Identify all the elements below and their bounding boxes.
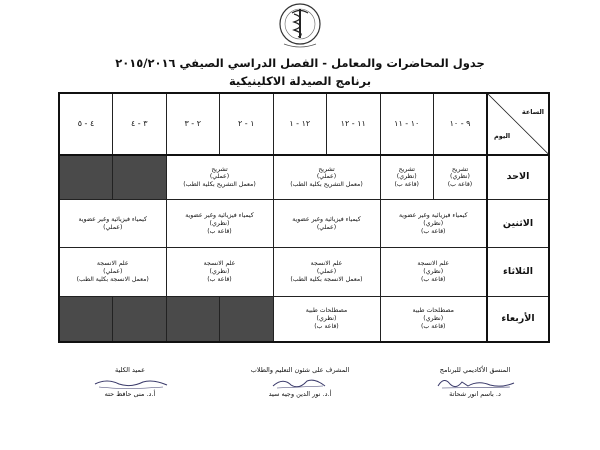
- slot-header: ١٢ - ١: [273, 93, 327, 155]
- slot-header: ١٠ - ١١: [380, 93, 434, 155]
- day-row-wednesday: [59, 296, 549, 342]
- class-cell: مصطلحات طبية (نظري) (قاعة ب): [380, 296, 487, 342]
- no-class-cell: [113, 155, 167, 200]
- slot-header: ٩ - ١٠: [434, 93, 488, 155]
- header-row: [59, 93, 549, 155]
- class-cell: كيمياء فيزيائية وغير عضوية (عملي): [273, 199, 380, 247]
- class-cell: كيمياء فيزيائية وغير عضوية (عملي): [59, 199, 166, 247]
- schedule-table: [58, 92, 550, 343]
- slot-header: ١١ - ١٢: [327, 93, 381, 155]
- handwritten-signature-icon: [85, 374, 175, 392]
- class-cell: كيمياء فيزيائية وغير عضوية (نظري) (قاعة ب): [380, 199, 487, 247]
- signature-title: عميد الكلية: [114, 366, 146, 374]
- class-cell: علم الانسجة (عملي) (معمل الانسجة بكلية الطب): [273, 248, 380, 296]
- page-title: جدول المحاضرات والمعامل - الفصل الدراسي الصيفي ٢٠١٥/٢٠١٦: [115, 56, 485, 70]
- no-class-cell: [59, 296, 113, 342]
- signature-name: د. باسم انور شحاتة: [449, 390, 501, 398]
- class-cell: علم الانسجة (عملي) (معمل الانسجة بكلية الطب): [59, 248, 166, 296]
- handwritten-signature-icon: [255, 374, 345, 392]
- no-class-cell: [220, 296, 274, 342]
- time-label: الساعة: [521, 108, 544, 116]
- class-cell: كيمياء فيزيائية وغير عضوية (نظري) (قاعة ب): [166, 199, 273, 247]
- corner-cell: [487, 93, 549, 155]
- signature-name: أ.د. نور الدين وجيه سيد: [268, 390, 332, 398]
- no-class-cell: [59, 155, 113, 200]
- handwritten-signature-icon: [430, 374, 520, 392]
- class-cell: تشريح (نظري) (قاعة ب): [434, 155, 488, 200]
- signature-dean: [55, 366, 205, 398]
- slot-header: ٣ - ٤: [113, 93, 167, 155]
- class-cell: مصطلحات طبية (نظري) (قاعة ب): [273, 296, 380, 342]
- signature-title: المشرف على شئون التعليم والطلاب: [250, 366, 350, 374]
- day-name: الثلاثاء: [487, 248, 549, 296]
- day-name: الاثنين: [487, 199, 549, 247]
- class-cell: تشريح (نظري) (قاعة ب): [380, 155, 434, 200]
- slot-header: ١ - ٢: [220, 93, 274, 155]
- day-name: الأربعاء: [487, 296, 549, 342]
- no-class-cell: [166, 296, 220, 342]
- signature-name: أ.د. منى حافظ حته: [104, 390, 156, 398]
- slot-header: ٤ - ٥: [59, 93, 113, 155]
- slot-header: ٢ - ٣: [166, 93, 220, 155]
- class-cell: علم الانسجة (نظري) (قاعة ب): [166, 248, 273, 296]
- day-row-sunday: [59, 155, 549, 200]
- faculty-logo-icon: [272, 0, 328, 52]
- class-cell: تشريح (عملي) (معمل التشريح بكلية الطب): [166, 155, 273, 200]
- day-row-monday: [59, 199, 549, 247]
- class-cell: علم الانسجة (نظري) (قاعة ب): [380, 248, 487, 296]
- signature-supervisor: [225, 366, 375, 398]
- day-label: اليوم: [494, 131, 511, 140]
- no-class-cell: [113, 296, 167, 342]
- day-name: الاحد: [487, 155, 549, 200]
- signature-title: المنسق الأكاديمي للبرنامج: [439, 366, 511, 374]
- class-cell: تشريح (عملي) (معمل التشريح بكلية الطب): [273, 155, 380, 200]
- program-subtitle: برنامج الصيدلة الاكلينيكية: [228, 74, 372, 88]
- signature-coordinator: [400, 366, 550, 398]
- day-row-tuesday: [59, 248, 549, 296]
